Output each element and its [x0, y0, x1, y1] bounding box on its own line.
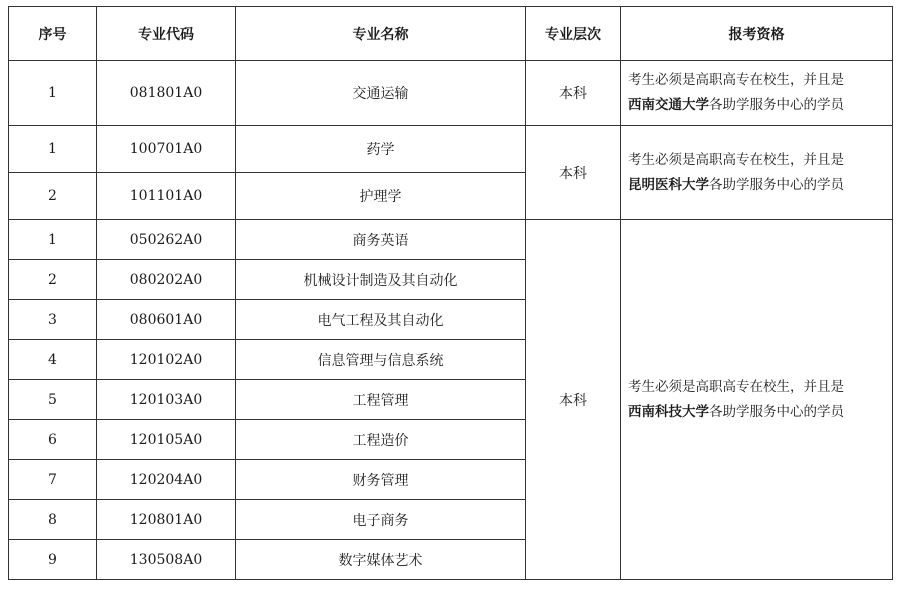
- header-qualification: 报考资格: [621, 7, 893, 61]
- header-row: [9, 7, 893, 61]
- header-code: 专业代码: [97, 7, 236, 61]
- level-cell: 本科: [526, 220, 621, 580]
- seq-cell: 9: [9, 540, 97, 580]
- name-cell: 财务管理: [236, 460, 526, 500]
- qualification-cell: [621, 126, 893, 220]
- header-seq: 序号: [9, 7, 97, 61]
- name-cell: 交通运输: [236, 61, 526, 126]
- code-cell: 120801A0: [97, 500, 236, 540]
- code-cell: 050262A0: [97, 220, 236, 260]
- name-cell: 信息管理与信息系统: [236, 340, 526, 380]
- table-row: [9, 126, 893, 173]
- qualification-text: 考生必须是高职高专在校生，并且是: [628, 151, 844, 168]
- name-cell: 工程造价: [236, 420, 526, 460]
- seq-cell: 1: [9, 220, 97, 260]
- code-cell: 080202A0: [97, 260, 236, 300]
- code-cell: 120103A0: [97, 380, 236, 420]
- header-level: 专业层次: [526, 7, 621, 61]
- name-cell: 工程管理: [236, 380, 526, 420]
- name-cell: 数字媒体艺术: [236, 540, 526, 580]
- level-cell: 本科: [526, 61, 621, 126]
- seq-cell: 8: [9, 500, 97, 540]
- code-cell: 120204A0: [97, 460, 236, 500]
- seq-cell: 1: [9, 61, 97, 126]
- seq-cell: 2: [9, 260, 97, 300]
- qualification-suffix: 各助学服务中心的学员: [709, 176, 844, 193]
- seq-cell: 6: [9, 420, 97, 460]
- qualification-cell: [621, 220, 893, 580]
- qualification-text: 考生必须是高职高专在校生，并且是: [628, 72, 844, 88]
- seq-cell: 5: [9, 380, 97, 420]
- university-name: 昆明医科大学: [628, 176, 709, 193]
- qualification-suffix: 各助学服务中心的学员: [709, 97, 844, 113]
- code-cell: 120102A0: [97, 340, 236, 380]
- code-cell: 101101A0: [97, 173, 236, 220]
- code-cell: 080601A0: [97, 300, 236, 340]
- code-cell: 081801A0: [97, 61, 236, 126]
- name-cell: 护理学: [236, 173, 526, 220]
- name-cell: 电子商务: [236, 500, 526, 540]
- level-cell: 本科: [526, 126, 621, 220]
- majors-table: [8, 6, 893, 580]
- qualification-cell: [621, 61, 893, 126]
- name-cell: 电气工程及其自动化: [236, 300, 526, 340]
- table-row: [9, 61, 893, 126]
- code-cell: 120105A0: [97, 420, 236, 460]
- seq-cell: 2: [9, 173, 97, 220]
- name-cell: 机械设计制造及其自动化: [236, 260, 526, 300]
- code-cell: 130508A0: [97, 540, 236, 580]
- university-name: 西南科技大学: [628, 403, 709, 420]
- name-cell: 商务英语: [236, 220, 526, 260]
- seq-cell: 3: [9, 300, 97, 340]
- name-cell: 药学: [236, 126, 526, 173]
- seq-cell: 7: [9, 460, 97, 500]
- seq-cell: 4: [9, 340, 97, 380]
- table-row: [9, 220, 893, 260]
- qualification-text: 考生必须是高职高专在校生，并且是: [628, 378, 844, 395]
- header-name: 专业名称: [236, 7, 526, 61]
- qualification-suffix: 各助学服务中心的学员: [709, 403, 844, 420]
- seq-cell: 1: [9, 126, 97, 173]
- code-cell: 100701A0: [97, 126, 236, 173]
- university-name: 西南交通大学: [628, 97, 709, 113]
